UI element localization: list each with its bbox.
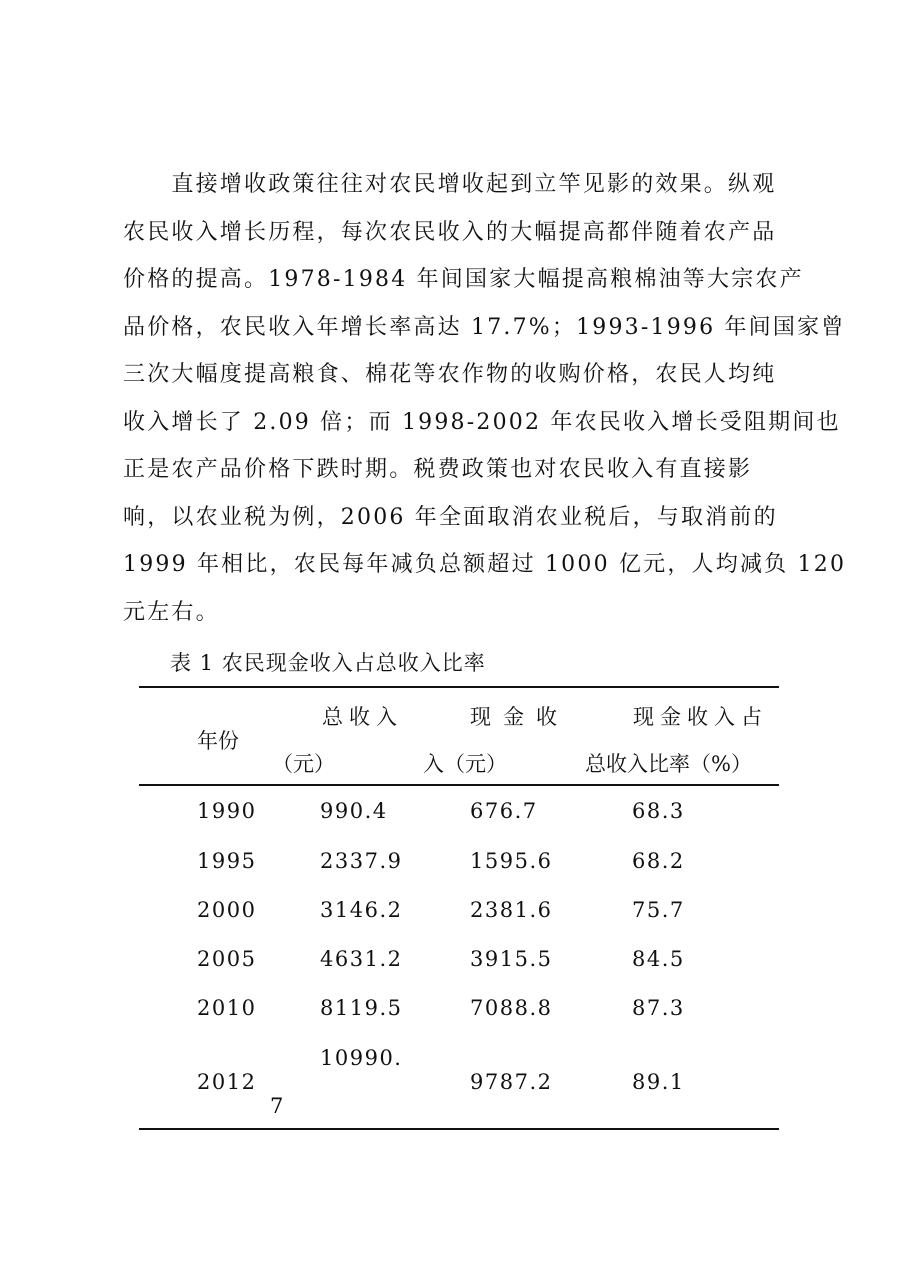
cell-total: 990.4: [320, 799, 388, 823]
table-top-rule: [139, 686, 779, 688]
cell-total-part1: 10990.: [320, 1046, 403, 1070]
cell-cash: 676.7: [470, 799, 538, 823]
table-caption: 表 1 农民现金收入占总收入比率: [170, 651, 486, 675]
cell-cash: 7088.8: [470, 996, 553, 1020]
table-header-rule: [139, 784, 779, 786]
paragraph-line: 价格的提高。1978-1984 年间国家大幅提高粮棉油等大宗农产: [123, 267, 804, 292]
paragraph-line: 正是农产品价格下跌时期。税费政策也对农民收入有直接影: [123, 457, 753, 482]
cell-ratio: 68.2: [632, 849, 685, 873]
cell-year: 2000: [197, 898, 257, 922]
paragraph-line: 收入增长了 2.09 倍；而 1998-2002 年农民收入增长受阻期间也: [123, 409, 841, 435]
cell-ratio: 89.1: [632, 1070, 685, 1094]
cell-year: 2012: [197, 1070, 257, 1094]
cell-total: 2337.9: [320, 849, 403, 873]
header-ratio-line1: 现金收入占: [633, 705, 768, 729]
cell-total: 8119.5: [320, 996, 403, 1020]
cell-total: 4631.2: [320, 947, 403, 971]
paragraph-line: 响，以农业税为例，2006 年全面取消农业税后，与取消前的: [123, 504, 778, 530]
paragraph-line: 元左右。: [123, 599, 220, 625]
paragraph-line: 直接增收政策往往对农民增收起到立竿见影的效果。纵观: [123, 172, 777, 197]
cell-year: 1995: [197, 849, 257, 873]
table-bottom-rule: [139, 1128, 779, 1130]
cell-ratio: 87.3: [632, 996, 685, 1020]
header-cash-line2: 入（元）: [423, 752, 507, 776]
cell-ratio: 68.3: [632, 799, 685, 823]
cell-total-part2: 7: [270, 1094, 285, 1118]
cell-cash: 9787.2: [470, 1070, 553, 1094]
cell-cash: 1595.6: [470, 849, 553, 873]
paragraph-line: 1999 年相比，农民每年减负总额超过 1000 亿元，人均减负 120: [123, 552, 847, 577]
cell-ratio: 84.5: [632, 947, 685, 971]
cell-year: 1990: [197, 799, 257, 823]
paragraph-line: 三次大幅度提高粮食、棉花等农作物的收购价格，农民人均纯: [123, 362, 777, 387]
header-year: 年份: [197, 729, 239, 753]
paragraph-line: 品价格，农民收入年增长率高达 17.7%；1993-1996 年间国家曾: [123, 314, 846, 340]
header-total-line2: （元）: [272, 752, 335, 776]
header-ratio-line2: 总收入比率（%）: [585, 752, 752, 776]
cell-year: 2005: [197, 947, 257, 971]
header-total-line1: 总收入: [322, 705, 403, 729]
cell-year: 2010: [197, 996, 257, 1020]
cell-ratio: 75.7: [632, 898, 685, 922]
body-paragraph: [123, 161, 847, 636]
cell-cash: 2381.6: [470, 898, 553, 922]
paragraph-line: 农民收入增长历程，每次农民收入的大幅提高都伴随着农产品: [123, 219, 777, 245]
cell-cash: 3915.5: [470, 947, 553, 971]
header-cash-line1: 现金收: [470, 705, 569, 729]
cell-total: 3146.2: [320, 898, 403, 922]
